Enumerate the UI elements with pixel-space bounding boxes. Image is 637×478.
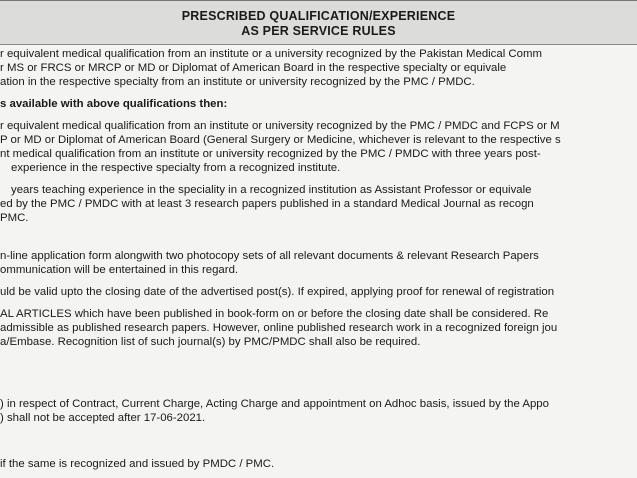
header-title-line-1: PRESCRIBED QUALIFICATION/EXPERIENCE [181,9,456,23]
subheading-line: s available with above qualifications then: [0,98,228,110]
text-line: nt medical qualification from an institute or university recognized by the PMC / PMDC with three years post- [0,148,541,160]
text-line: r equivalent medical qualification from an institute or a university recognized by the Pakistan Medical Comm [0,48,542,60]
text-line: ommunication will be entertained in this regard. [0,264,239,276]
text-line: n-line application form alongwith two photocopy sets of all relevant documents & relevant Research Papers [0,250,539,262]
text-line: ) shall not be accepted after 17-06-2021. [0,412,206,424]
text-line: P or MD or Diplomat of American Board (General Surgery or Medicine, whichever is relevant to the respective s [0,134,561,146]
header-title-line-2: AS PER SERVICE RULES [241,24,396,38]
text-line: r MS or FRCS or MRCP or MD or Diplomat of American Board in the respective specialty or equivale [0,62,507,74]
text-line: r equivalent medical qualification from an institute or university recognized by the PMC / PMDC and FCPS or M [0,120,560,132]
text-line: if the same is recognized and issued by PMDC / PMC. [0,458,275,470]
text-line: admissible as published research papers. However, online published research work in a recognized foreign jou [0,322,558,334]
text-line: ) in respect of Contract, Current Charge, Acting Charge and appointment on Adhoc basis, issued by the Appo [0,398,549,410]
text-line: ation in the respective specialty from an institute or university recognized by the PMC / PMDC. [0,76,475,88]
text-line: uld be valid upto the closing date of the advertised post(s). If expired, applying proof for renewal of registration [0,286,555,298]
text-line: PMC. [0,212,29,224]
text-line: ed by the PMC / PMDC with at least 3 research papers published in a standard Medical Journal as recogn [0,198,534,210]
text-line: a/Embase. Recognition list of such journal(s) by PMC/PMDC shall also be required. [0,336,421,348]
header-top-rule [0,0,637,1]
text-line: AL ARTICLES which have been published in book-form on or before the closing date shall be considered. Re [0,308,549,320]
text-line: experience in the respective specialty from a recognized institute. [11,162,341,174]
text-line: years teaching experience in the speciality in a recognized institution as Assistant Professor or equivale [11,184,532,196]
section-header [0,0,637,45]
